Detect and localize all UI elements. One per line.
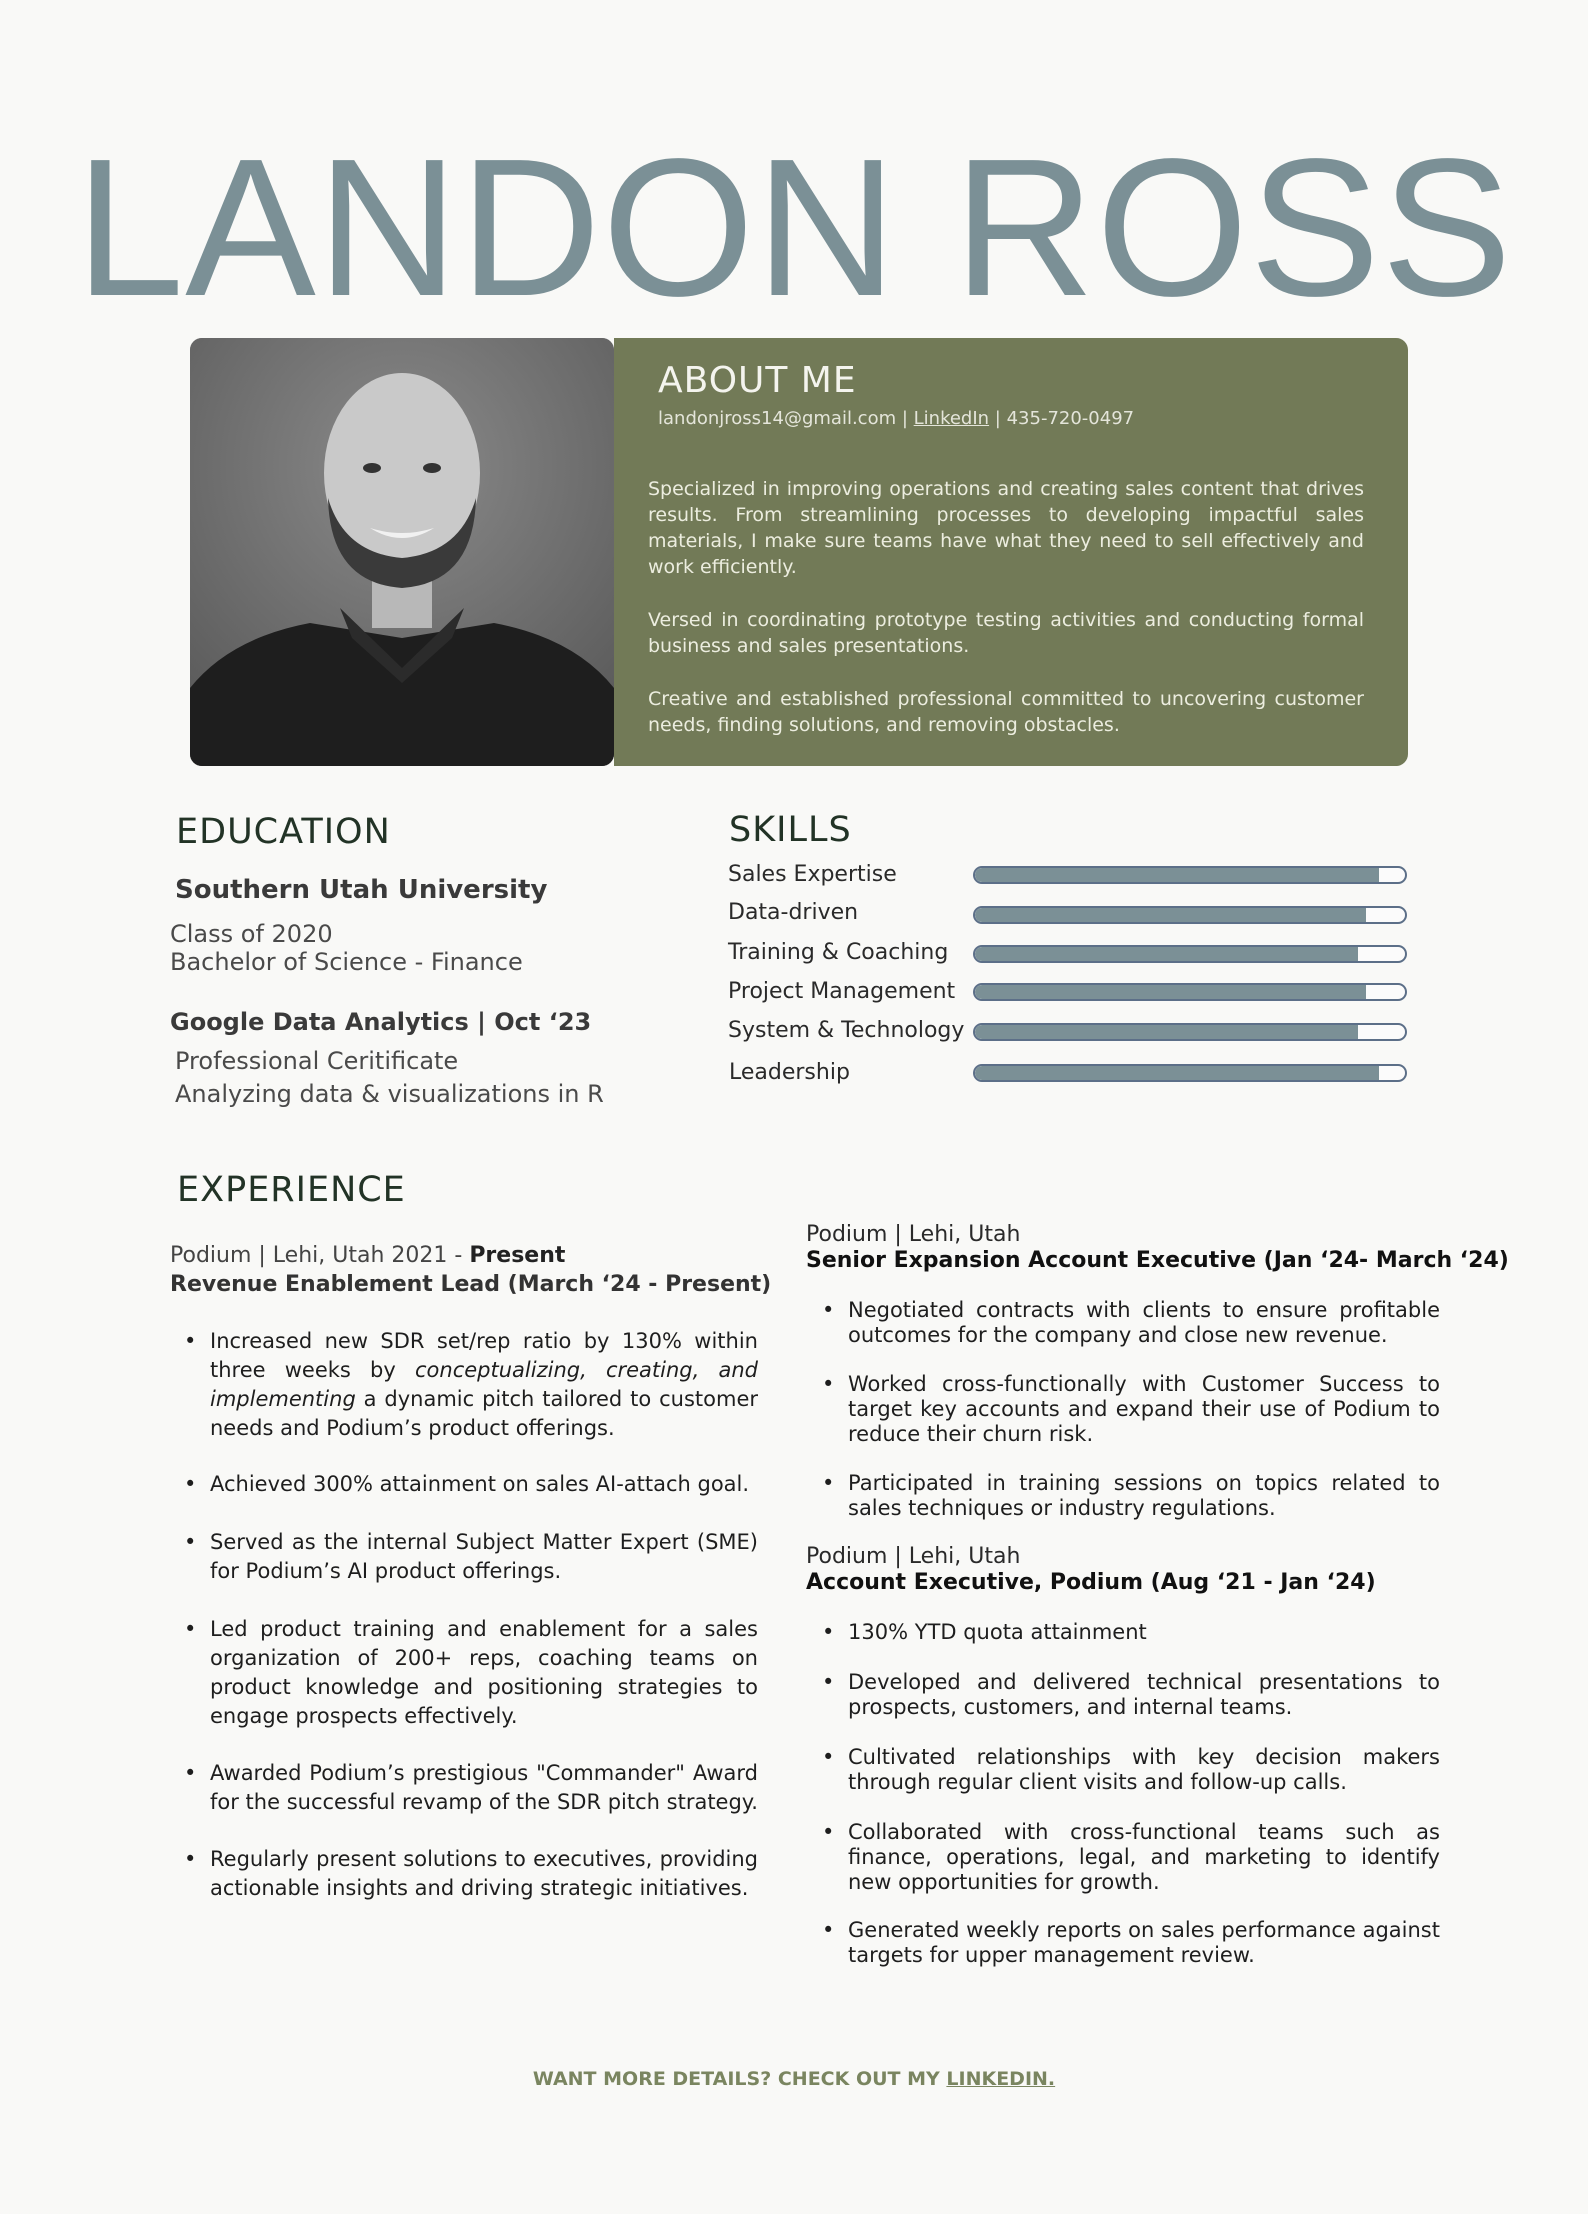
list-item: • Cultivated relationships with key decision makers through regular client visits and follow-up calls. xyxy=(808,1745,1440,1795)
job-bullets xyxy=(808,1298,1440,1521)
about-paragraph: Specialized in improving operations and creating sales content that drives results. From streamlining processes to developing impactful sales materials, I make sure teams have what they need to sell effectively and work efficiently. xyxy=(648,478,1364,578)
bullet-text: Increased new SDR set/rep ratio by 130% within three weeks by xyxy=(210,1329,758,1382)
job-title: Account Executive, Podium (Aug ‘21 - Jan ‘24) xyxy=(806,1570,1376,1595)
skill-bar xyxy=(973,866,1407,884)
job-title: Revenue Enablement Lead (March ‘24 - Present) xyxy=(170,1272,772,1297)
about-me-text xyxy=(648,476,1364,765)
skill-label: Training & Coaching xyxy=(728,940,949,965)
list-item: • Developed and delivered technical presentations to prospects, customers, and internal teams. xyxy=(808,1670,1440,1720)
education-degree: Bachelor of Science - Finance xyxy=(170,948,523,976)
job-company: Podium | Lehi, Utah xyxy=(806,1222,1021,1247)
skill-bar-fill xyxy=(975,947,1358,961)
skill-bar xyxy=(973,906,1407,924)
job-status: Present xyxy=(469,1243,566,1268)
list-item: • Negotiated contracts with clients to ensure profitable outcomes for the company and close new revenue. xyxy=(808,1298,1440,1348)
skill-bar xyxy=(973,1064,1407,1082)
bullet-emphasis: conceptualizing, creating, and implementing xyxy=(210,1358,758,1411)
list-item: • 130% YTD quota attainment xyxy=(808,1620,1440,1645)
list-item xyxy=(170,1327,758,1443)
job-title: Senior Expansion Account Executive (Jan ‘24- March ‘24) xyxy=(806,1248,1509,1273)
experience-heading: EXPERIENCE xyxy=(177,1170,406,1210)
phone-number: 435-720-0497 xyxy=(1006,408,1135,429)
about-paragraph: Versed in coordinating prototype testing activities and conducting formal business and sales presentations. xyxy=(648,609,1364,657)
certificate-line: Analyzing data & visualizations in R xyxy=(175,1080,604,1108)
list-item: • Collaborated with cross-functional teams such as finance, operations, legal, and marketing to identify new opportunities for growth. xyxy=(808,1820,1440,1895)
list-item: • Led product training and enablement for a sales organization of 200+ reps, coaching teams on product knowledge and positioning strategies to engage prospects effectively. xyxy=(170,1615,758,1731)
bullet-text: a dynamic pitch tailored to customer needs and Podium’s product offerings. xyxy=(210,1387,758,1440)
education-school: Southern Utah University xyxy=(175,875,548,905)
education-class: Class of 2020 xyxy=(170,920,333,948)
skill-bar xyxy=(973,983,1407,1001)
skill-label: Data-driven xyxy=(728,900,859,925)
footer-cta xyxy=(0,2068,1588,2090)
footer-text: WANT MORE DETAILS? CHECK OUT MY xyxy=(532,2068,947,2090)
skill-label: Sales Expertise xyxy=(728,862,897,887)
skill-label: System & Technology xyxy=(728,1018,965,1043)
about-me-heading: ABOUT ME xyxy=(658,360,857,401)
list-item: • Regularly present solutions to executives, providing actionable insights and driving strategic initiatives. xyxy=(170,1845,758,1903)
skill-label: Leadership xyxy=(729,1060,850,1085)
skill-bar xyxy=(973,945,1407,963)
skill-label: Project Management xyxy=(728,979,956,1004)
contact-separator: | xyxy=(989,408,1007,429)
contact-line xyxy=(658,408,1134,429)
job-company: Podium | Lehi, Utah xyxy=(806,1544,1021,1569)
about-paragraph: Creative and established professional committed to uncovering customer needs, finding solutions, and removing obstacles. xyxy=(648,688,1364,736)
skill-bar-fill xyxy=(975,1025,1358,1039)
job-bullets xyxy=(170,1327,758,1903)
footer-linkedin-link[interactable]: LINKEDIN. xyxy=(946,2068,1056,2090)
skill-bar-fill xyxy=(975,1066,1379,1080)
profile-photo xyxy=(190,338,614,766)
list-item: • Participated in training sessions on topics related to sales techniques or industry regulations. xyxy=(808,1471,1440,1521)
list-item: • Served as the internal Subject Matter Expert (SME) for Podium’s AI product offerings. xyxy=(170,1528,758,1586)
education-heading: EDUCATION xyxy=(176,812,391,852)
list-item: • Generated weekly reports on sales performance against targets for upper management review. xyxy=(808,1918,1440,1968)
skill-bar-fill xyxy=(975,908,1366,922)
skill-bar-fill xyxy=(975,985,1366,999)
skills-heading: SKILLS xyxy=(729,810,852,850)
job-company xyxy=(170,1243,565,1268)
linkedin-link[interactable]: LinkedIn xyxy=(913,408,990,429)
certificate-line: Professional Ceritificate xyxy=(175,1047,459,1075)
candidate-name: LANDON ROSS xyxy=(75,118,1513,337)
skill-bar-fill xyxy=(975,868,1379,882)
job-company-text: Podium | Lehi, Utah 2021 - xyxy=(170,1243,470,1268)
job-bullets xyxy=(808,1620,1440,1968)
list-item: • Worked cross-functionally with Customer Success to target key accounts and expand their use of Podium to reduce their churn risk. xyxy=(808,1372,1440,1447)
list-item: • Awarded Podium’s prestigious "Commander" Award for the successful revamp of the SDR pitch strategy. xyxy=(170,1759,758,1817)
contact-separator: | xyxy=(896,408,914,429)
skill-bar xyxy=(973,1023,1407,1041)
email-link[interactable]: landonjross14@gmail.com xyxy=(658,408,897,429)
certificate-title: Google Data Analytics | Oct ‘23 xyxy=(170,1008,592,1036)
list-item: • Achieved 300% attainment on sales AI-attach goal. xyxy=(170,1470,758,1499)
about-me-panel xyxy=(614,338,1408,766)
